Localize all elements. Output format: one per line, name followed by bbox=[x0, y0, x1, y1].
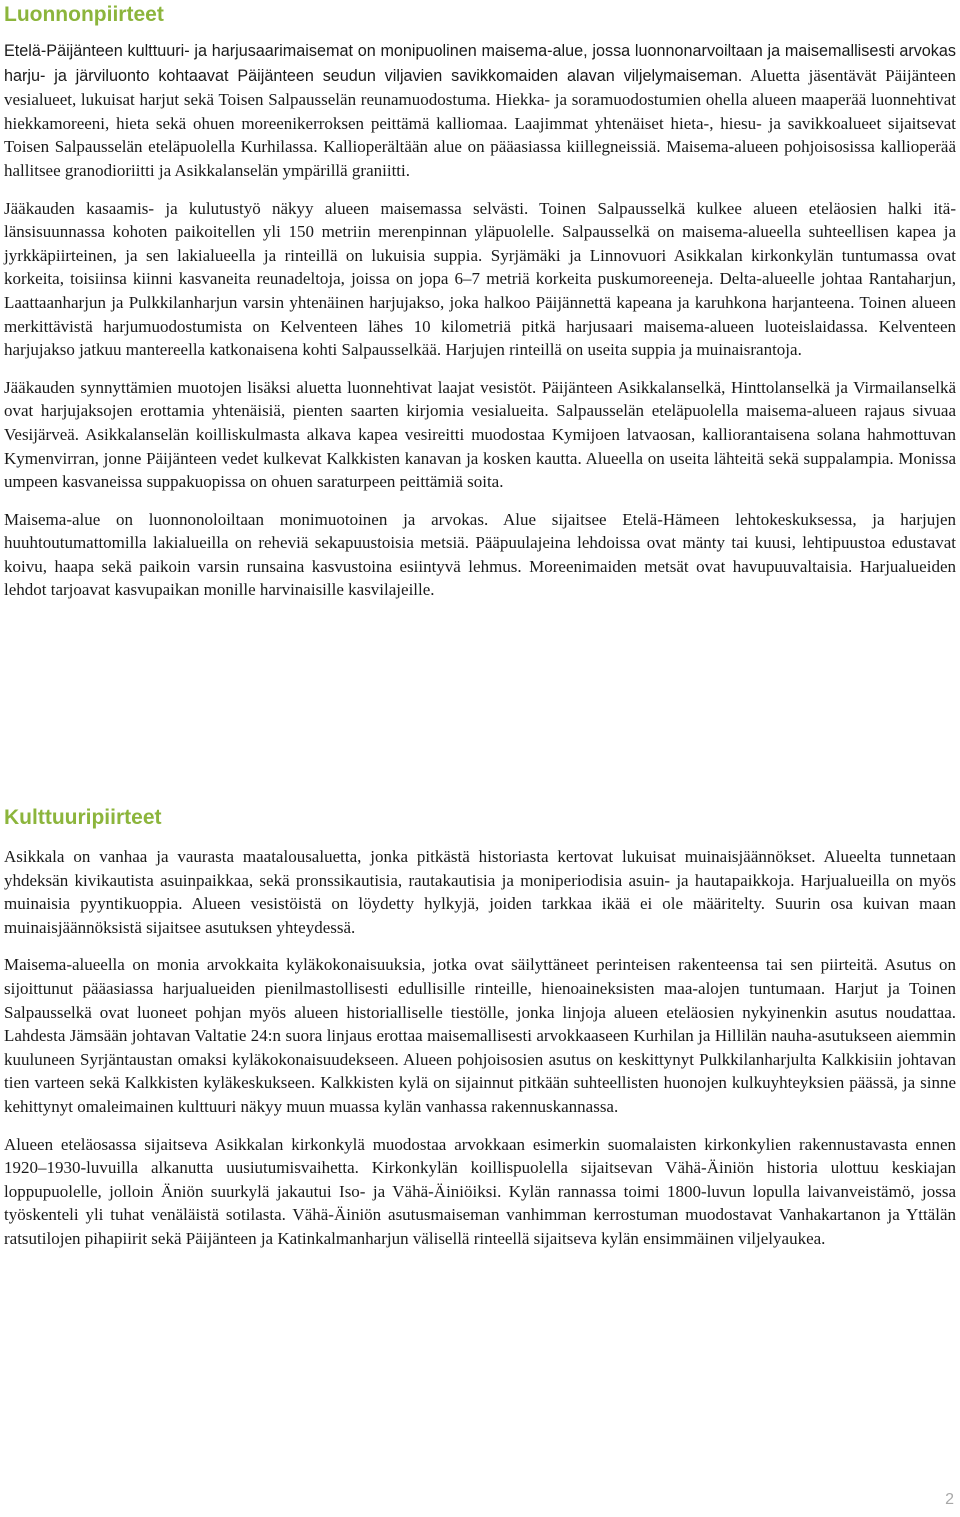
section-body-culture bbox=[4, 845, 956, 1251]
section-heading-nature: Luonnonpiirteet bbox=[4, 3, 164, 26]
paragraph: Jääkauden kasaamis- ja kulutustyö näkyy alueen maisemassa selvästi. Toinen Salpausselkä kulkee alueen eteläosien halki itä-länsisuunnassa kohoten paikoitellen yli 150 metriin merenpinnan yläpuolelle. Salpausselkä on maisema-alueella suhteellisen kapea ja jyrkkäpiirteinen, ja sen lakialueella ja rinteillä on lukuisia suppia. Syrjämäki ja Linnovuori Asikkalan kirkonkylän tuntumassa ovat korkeita, toisiinsa kiinni kasvaneita reunadeltoja, joissa on jopa 6–7 metriä korkeita puskumoreeneja. Delta-alueelle johtaa Rantaharjun, Laattaanharjun ja Pulkkilanharjun varsin yhtenäinen harjujakso, joka halkoo Päijännettä kapeana ja karuhkona harjanteena. Toinen alueen merkittävistä harjumuodostumista on Kelventeen lähes 10 kilometriä pitkä harjusaari maisema-alueen luoteislaidassa. Kelventeen harjujakso jatkuu mantereella katkonaisena kohti Salpausselkää. Harjujen rinteillä on useita suppia ja muinaisrantoja. bbox=[4, 198, 956, 360]
paragraph bbox=[4, 39, 956, 183]
paragraph: Alueen eteläosassa sijaitseva Asikkalan kirkonkylä muodostaa arvokkaan esimerkin suomalaisten kirkonkylien rakennustavasta ennen 1920–1930-luvuilla alkanutta uusiutumisvaihetta. Kirkonkylän koillispuolella sijaitsevan Vähä-Äiniön historia ulottuu keskiajan loppupuolelle, jolloin Äniön suurkylä jakautui Iso- ja Vähä-Äiniöiksi. Kylän rannassa toimi 1800-luvun lopulla laivanveistämö, jossa työskenteli yli tuhat venäläistä sotilasta. Vähä-Äiniön asutusmaiseman vanhimman kerrostuman muodostavat Vanhakartanon ja Yttälän ratsutilojen pihapiirit sekä Päijänteen ja Katinkalmanharjun välisellä rinteellä sijaitseva kylän ensimmäinen viljelyaukea. bbox=[4, 1134, 956, 1248]
page-number: 2 bbox=[945, 1491, 954, 1508]
section-heading-culture: Kulttuuripiirteet bbox=[4, 806, 162, 829]
paragraph-lead-text: Etelä-Päijänteen kulttuuri- ja harjusaarimaisemat on monipuolinen maisema-alue, jossa luonnonarvoiltaan ja maisemallisesti arvokas harju- ja järviluonto kohtaavat Päijänteen seudun viljavien savikkomaiden alavan viljelymaiseman. bbox=[4, 42, 956, 85]
section-body-nature bbox=[4, 39, 956, 602]
paragraph: Jääkauden synnyttämien muotojen lisäksi aluetta luonnehtivat laajat vesistöt. Päijänteen Asikkalanselkä, Hinttolanselkä ja Virmailanselkä ovat harjujaksojen erottamia yhtenäisiä, pienten saarten kirjomia vesialueita. Salpausselän eteläpuolella maisema-alueen rajaus sivuaa Vesijärveä. Asikkalanselän koilliskulmasta alkava kapea vesireitti muodostaa Kymijoen latvaosan, kalliorantaisena solana hahmottuvan Kymenvirran, jonne Päijänteen vedet kulkevat Kalkkisten kanavan ja kosken kautta. Alueella on useita lähteitä sekä suppalampia. Monissa umpeen kasvaneissa suppakuopissa on ohuen saraturpeen peittämiä soita. bbox=[4, 377, 956, 492]
paragraph: Maisema-alue on luonnonoloiltaan monimuotoinen ja arvokas. Alue sijaitsee Etelä-Hämeen lehtokeskuksessa, ja harjujen huuhtoutumattomilla lakialueilla on reheviä sekapuustoisia metsiä. Pääpuulajeina lehdoissa ovat mänty tai kuusi, lehtipuustoa edustavat koivu, haapa sekä paikoin varsin runsaina kasvustoina esiintyvä lehmus. Moreenimaiden metsät ovat havupuuvaltaisia. Harjualueiden lehdot tarjoavat kasvupaikan monille harvinaisille kasvilajeille. bbox=[4, 509, 956, 600]
paragraph-text: Aluetta jäsentävät Päijänteen vesialueet, lukuisat harjut sekä Toisen Salpausselän reunamuodostuma. Hiekka- ja soramuodostumien ohella alueen maaperää luonnehtivat hiekkamoreeni, hieta sekä ohuen moreenikerroksen peittämä kalliomaa. Laajimmat yhtenäiset hieta-, hiesu- ja savikkoalueet sijaitsevat Toisen Salpausselän eteläpuolella Kurhilassa. Kallioperältään alue on pääasiassa kiillegneissiä. Maisema-alueen pohjoisosissa kallioperää hallitsee granodioriitti ja Asikkalanselän ympärillä graniitti. bbox=[4, 65, 956, 180]
paragraph: Maisema-alueella on monia arvokkaita kyläkokonaisuuksia, jotka ovat säilyttäneet perinteisen rakenteensa tai sen piirteitä. Asutus on sijoittunut pääasiassa harjualueiden pienilmastollisesti edullisille rinteille, hienoaineksisten maa-alojen tuntumaan. Harjut ja Toinen Salpausselkä ovat luoneet pohjan myös alueen historialliselle tiestölle, jonka linjoja alueen eteläosien nykyinenkin asutus noudattaa. Lahdesta Jämsään johtavan Valtatie 24:n suora linjaus erottaa maisemallisesti arvokkaaseen Kurhilan ja Hillilän nauha-asutukseen aiemmin kuuluneen Syrjäntaustan omaksi kyläkokonaisuudekseen. Alueen pohjoisosien asutus on keskittynyt Pulkkilanharjulta Kalkkisiin johtavan tien varteen sekä Kalkkisten kyläkeskukseen. Kalkkisten kylä on sijainnut pitkään suhteellisten huonojen kulkuyhteyksien päässä, ja sinne kehittynyt omaleimainen kulttuuri näkyy muun muassa kylän vanhassa rakennuskannassa. bbox=[4, 955, 956, 1116]
paragraph: Asikkala on vanhaa ja vaurasta maatalousaluetta, jonka pitkästä historiasta kertovat lukuisat muinaisjäännökset. Alueelta tunnetaan yhdeksän kivikautista asuinpaikkaa, sekä pronssikautisia, rautakautisia ja moniperiodisia asuin- ja hautapaikkoja. Harjualueilla on myös muinaisia pyyntikuoppia. Alueen vesistöistä on löydetty hylkyjä, joiden tarkkaa ikää ei ole määritelty. Suurin osa kuivan maan muinaisjäännöksistä sijaitsee asutuksen yhteydessä. bbox=[4, 847, 956, 937]
